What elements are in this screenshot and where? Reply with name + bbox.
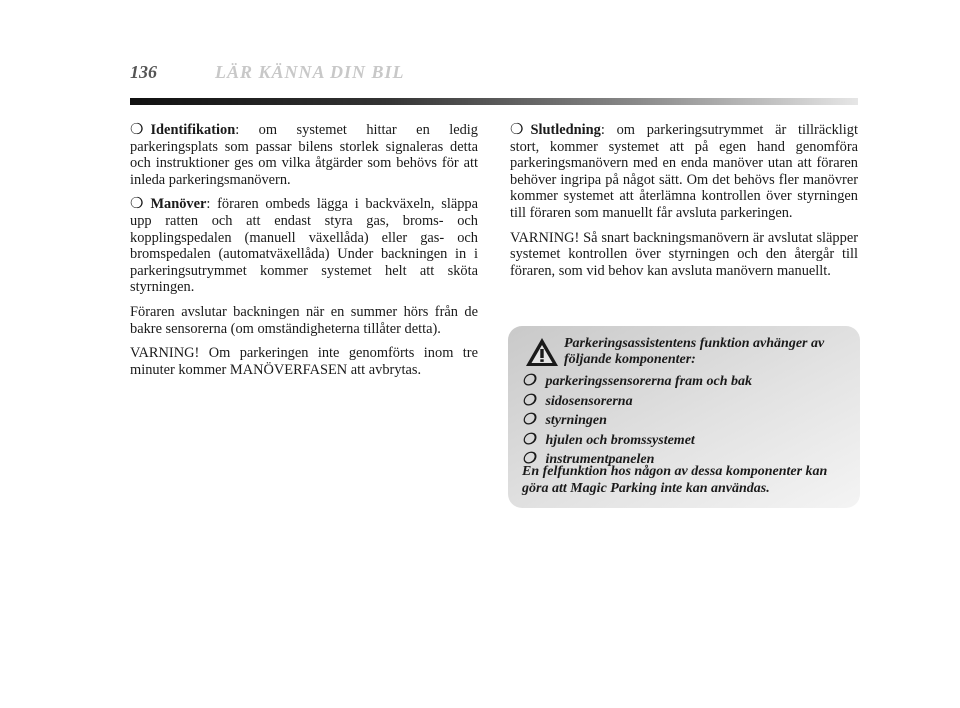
- warning-footer: En felfunktion hos någon av dessa komponenter kan göra att Magic Parking inte kan användas.: [522, 464, 828, 496]
- warning-heading: Parkeringsassistentens funktion avhänger av följande komponenter:: [564, 336, 825, 367]
- section-title: LÄR KÄNNA DIN BIL: [215, 62, 405, 82]
- bullet-marker: ❍: [522, 451, 536, 467]
- paragraph-varning-styrning: VARNING! Så snart backningsmanövern är avslutat släpper systemet kontrollen över styrningen och den återgår till föraren, som vid behov kan avsluta manövern manuellt.: [510, 229, 858, 279]
- bullet-marker: ❍: [522, 392, 536, 409]
- list-item-text: styrningen: [545, 413, 607, 428]
- left-column: [130, 122, 478, 386]
- warning-box: [508, 326, 860, 508]
- paragraph-summer: Föraren avslutar backningen när en summer hörs från de bakre sensorerna (om omständigheterna tillåter detta).: [130, 303, 478, 337]
- paragraph-varning-tid: VARNING! Om parkeringen inte genomförts inom tre minuter kommer MANÖVERFASEN att avbrytas.: [130, 345, 478, 378]
- right-column: [510, 122, 858, 287]
- bullet-label: Manöver: [150, 196, 207, 213]
- bullet-text: : om parkeringsutrymmet är tillräckligt stort, kommer systemet att på egen hand genomföra parkeringsmanövern med en enda manöver utan att föraren behöver ingripa på något sätt. Om det behövs fler manövrer kommer systemet att återlämna kontrollen över styrningen till föraren som manuellt får avsluta parkeringen.: [510, 122, 858, 221]
- bullet-text: : föraren ombeds lägga i backväxeln, släppa upp ratten och att endast styra gas, broms- och kopplingspedalen (manuell växellåda) eller gas- och bromspedalen (automatväxellåda) Under backningen in i parkeringsutrymmet kommer systemet helt att sköta styrningen.: [130, 196, 478, 296]
- bullet-marker: ❍: [522, 431, 536, 448]
- list-item-text: instrumentpanelen: [545, 452, 655, 467]
- list-item-text: hjulen och bromssystemet: [545, 432, 695, 448]
- bullet-marker: ❍: [130, 122, 144, 138]
- bullet-marker: ❍: [522, 412, 536, 428]
- bullet-label: Slutledning: [530, 122, 601, 138]
- bullet-marker: ❍: [510, 122, 524, 138]
- header-rule: [130, 98, 858, 105]
- bullet-manover: [130, 196, 478, 296]
- bullet-marker: ❍: [130, 196, 144, 213]
- list-item: [522, 392, 752, 412]
- warning-list: [522, 372, 752, 470]
- bullet-label: Identifikation: [150, 122, 236, 138]
- list-item: [522, 411, 752, 431]
- warning-triangle-icon: [524, 336, 560, 373]
- list-item: [522, 431, 752, 451]
- bullet-identifikation: [130, 122, 478, 188]
- list-item: [522, 372, 752, 392]
- bullet-slutledning: [510, 122, 858, 222]
- bullet-marker: ❍: [522, 373, 536, 389]
- list-item-text: parkeringssensorerna fram och bak: [545, 374, 752, 389]
- page-number: 136: [130, 62, 157, 82]
- bullet-text: : om systemet hittar en ledig parkeringsplats som passar bilens storlek signaleras detta och instruktioner ges om vilka åtgärder som behövs för att inleda parkeringsmanövern.: [130, 122, 478, 188]
- list-item-text: sidosensorerna: [545, 393, 633, 409]
